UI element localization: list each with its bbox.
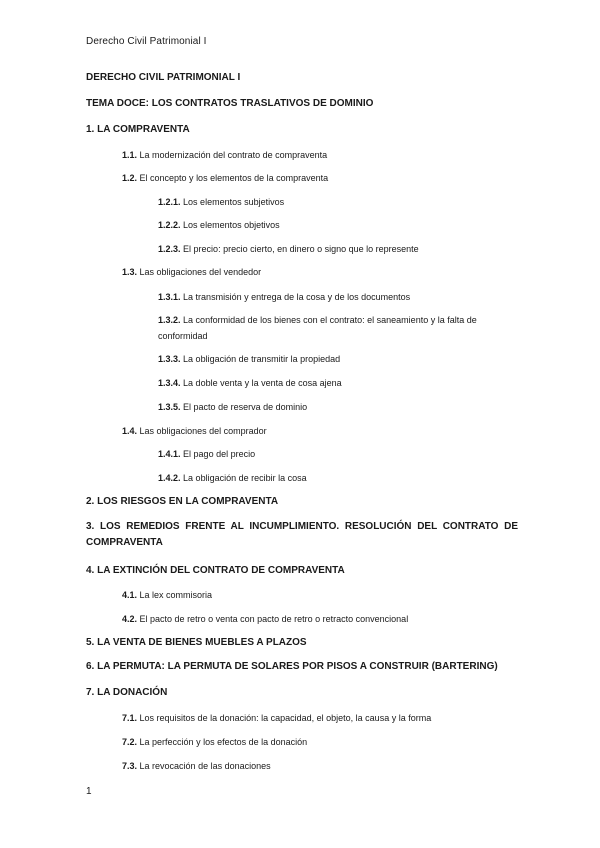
section-heading [86,685,167,701]
item-text: Las obligaciones del comprador [139,426,267,436]
section-heading [86,563,345,579]
item-number: 1.1. [122,150,138,160]
item-number: 1.4.2. [158,473,181,483]
subsubsection-item [158,194,284,210]
item-text: Las obligaciones del vendedor [139,267,262,277]
item-number: 1.2.3. [158,244,181,254]
subsubsection-item [158,375,342,391]
item-number: 1.2. [122,173,138,183]
item-number: 1.4.1. [158,449,181,459]
subsubsection-item [158,312,522,344]
item-text: La revocación de las donaciones [139,761,271,771]
item-text: La lex commisoria [139,590,213,600]
item-text: 5. LA VENTA DE BIENES MUEBLES A PLAZOS [86,637,307,648]
topic-title [86,96,373,112]
item-number: 1.2.1. [158,197,181,207]
subsection-item [122,758,271,774]
section-heading [86,659,498,675]
subsubsection-item [158,470,307,486]
item-text: 2. LOS RIESGOS EN LA COMPRAVENTA [86,496,279,507]
item-number: 7.3. [122,761,138,771]
item-text: 4. LA EXTINCIÓN DEL CONTRATO DE COMPRAVENTA [86,565,345,576]
item-number: 7.2. [122,737,138,747]
item-text: 1. LA COMPRAVENTA [86,124,190,135]
item-text: La perfección y los efectos de la donación [139,737,308,747]
item-text: La obligación de transmitir la propiedad [183,354,341,364]
subsection-item [122,734,307,750]
subsection-item [122,611,408,627]
subsubsection-item [158,351,340,367]
item-number: 1.4. [122,426,138,436]
subsection-item [122,587,212,603]
item-number: 1.3.3. [158,354,181,364]
section-heading [86,122,190,138]
item-text: La transmisión y entrega de la cosa y de los documentos [183,292,411,302]
item-text: El pacto de retro o venta con pacto de retro o retracto convencional [139,614,409,624]
subsection-item [122,710,431,726]
item-number: 1.3.2. [158,315,181,325]
item-number: 4.1. [122,590,138,600]
subsubsection-item [158,446,255,462]
item-text: El precio: precio cierto, en dinero o signo que lo represente [183,244,419,254]
subsection-item [122,147,327,163]
item-text: 7. LA DONACIÓN [86,687,168,698]
item-number: 1.2.2. [158,220,181,230]
subsubsection-item [158,217,280,233]
section-heading [86,635,307,651]
item-number: 4.2. [122,614,138,624]
item-number: 1.3.1. [158,292,181,302]
item-text: El concepto y los elementos de la compraventa [139,173,329,183]
item-text: La conformidad de los bienes con el contrato: el saneamiento y la falta de conformidad [158,315,477,341]
subsection-item [122,170,328,186]
subsubsection-item [158,399,307,415]
document-title [86,70,240,86]
page-number: 1 [86,786,92,797]
item-number: 1.3.4. [158,378,181,388]
item-text: DERECHO CIVIL PATRIMONIAL I [86,72,241,83]
item-text: TEMA DOCE: LOS CONTRATOS TRASLATIVOS DE DOMINIO [86,98,374,109]
item-text: 6. LA PERMUTA: LA PERMUTA DE SOLARES POR PISOS A CONSTRUIR (BARTERING) [86,661,498,672]
subsection-item [122,423,267,439]
item-text: 3. LOS REMEDIOS FRENTE AL INCUMPLIMIENTO. RESOLUCIÓN DEL CONTRATO DE COMPRAVENTA [86,521,518,548]
item-number: 7.1. [122,713,138,723]
item-text: Los elementos subjetivos [183,197,285,207]
item-text: La obligación de recibir la cosa [183,473,307,483]
item-text: El pacto de reserva de dominio [183,402,308,412]
item-text: El pago del precio [183,449,256,459]
item-text: La doble venta y la venta de cosa ajena [183,378,342,388]
item-number: 1.3.5. [158,402,181,412]
subsubsection-item [158,289,410,305]
running-header: Derecho Civil Patrimonial I [86,36,207,47]
section-heading [86,519,518,551]
item-text: Los requisitos de la donación: la capacidad, el objeto, la causa y la forma [139,713,432,723]
item-text: Los elementos objetivos [183,220,280,230]
item-text: La modernización del contrato de compraventa [139,150,328,160]
item-number: 1.3. [122,267,138,277]
subsubsection-item [158,241,419,257]
subsection-item [122,264,261,280]
section-heading [86,494,278,510]
